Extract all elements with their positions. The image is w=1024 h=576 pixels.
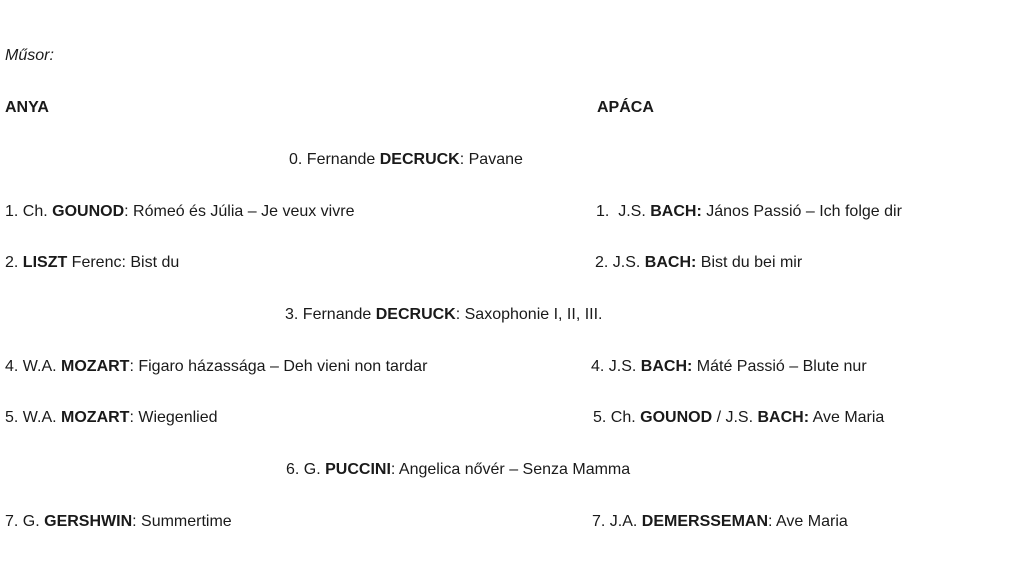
item-title: János Passió – Ich folge dir	[701, 203, 902, 220]
program-item-left	[5, 202, 354, 222]
program-item-right	[595, 253, 802, 273]
item-title: Bist du bei mir	[696, 254, 803, 271]
program-item-left	[5, 253, 179, 273]
program-item-center	[285, 305, 602, 325]
item-title: Máté Passió – Blute nur	[692, 358, 867, 375]
composer-name: GERSHWIN	[44, 513, 133, 530]
composer-name: GOUNOD	[640, 409, 713, 426]
item-prefix: 3. Fernande	[285, 306, 376, 323]
item-prefix: 5. Ch.	[593, 409, 641, 426]
program-heading: Műsor:	[5, 47, 54, 64]
program-item-left	[5, 357, 427, 377]
program-item-right	[592, 512, 848, 532]
composer-name: MOZART	[61, 409, 130, 426]
item-title: : Pavane	[459, 151, 523, 168]
composer-name: PUCCINI	[325, 461, 391, 478]
item-prefix: 1. J.S.	[596, 203, 651, 220]
program-item-right	[591, 357, 867, 377]
program-item-right	[596, 202, 902, 222]
composer-name: BACH:	[644, 254, 697, 271]
composer-name: LISZT	[22, 254, 68, 271]
item-title: : Wiegenlied	[129, 409, 218, 426]
composer-name: BACH:	[650, 203, 702, 220]
composer-name: BACH:	[640, 358, 693, 375]
item-prefix: 0. Fernande	[289, 151, 380, 168]
item-prefix: 2.	[5, 254, 23, 271]
item-separator: / J.S.	[712, 409, 758, 426]
column-heading-anya: ANYA	[5, 99, 49, 116]
item-prefix: 7. J.A.	[592, 513, 642, 530]
item-prefix: 1. Ch.	[5, 203, 53, 220]
program-item-right	[593, 408, 884, 428]
item-title: : Ave Maria	[768, 513, 848, 530]
composer-name: DECRUCK	[379, 151, 460, 168]
composer-name: DEMERSSEMAN	[641, 513, 769, 530]
item-title: : Rómeó és Júlia – Je veux vivre	[124, 203, 355, 220]
program-item-center	[289, 150, 523, 170]
program-item-left	[5, 512, 232, 532]
item-title: : Summertime	[132, 513, 232, 530]
column-heading-apaca: APÁCA	[597, 99, 654, 116]
item-prefix: 4. W.A.	[5, 358, 62, 375]
item-prefix: 2. J.S.	[595, 254, 645, 271]
composer-name: DECRUCK	[375, 306, 456, 323]
composer-name: GOUNOD	[52, 203, 125, 220]
composer-name: BACH:	[757, 409, 810, 426]
item-prefix: 7. G.	[5, 513, 45, 530]
item-prefix: 4. J.S.	[591, 358, 641, 375]
item-title: Ferenc: Bist du	[67, 254, 180, 271]
item-title: : Saxophonie I, II, III.	[455, 306, 603, 323]
item-title: : Angelica nővér – Senza Mamma	[390, 461, 631, 478]
item-title: Ave Maria	[809, 409, 885, 426]
composer-name: MOZART	[61, 358, 130, 375]
item-prefix: 6. G.	[286, 461, 326, 478]
item-title: : Figaro házassága – Deh vieni non tardar	[129, 358, 428, 375]
item-prefix: 5. W.A.	[5, 409, 62, 426]
program-item-left	[5, 408, 218, 428]
program-item-center	[286, 460, 630, 480]
